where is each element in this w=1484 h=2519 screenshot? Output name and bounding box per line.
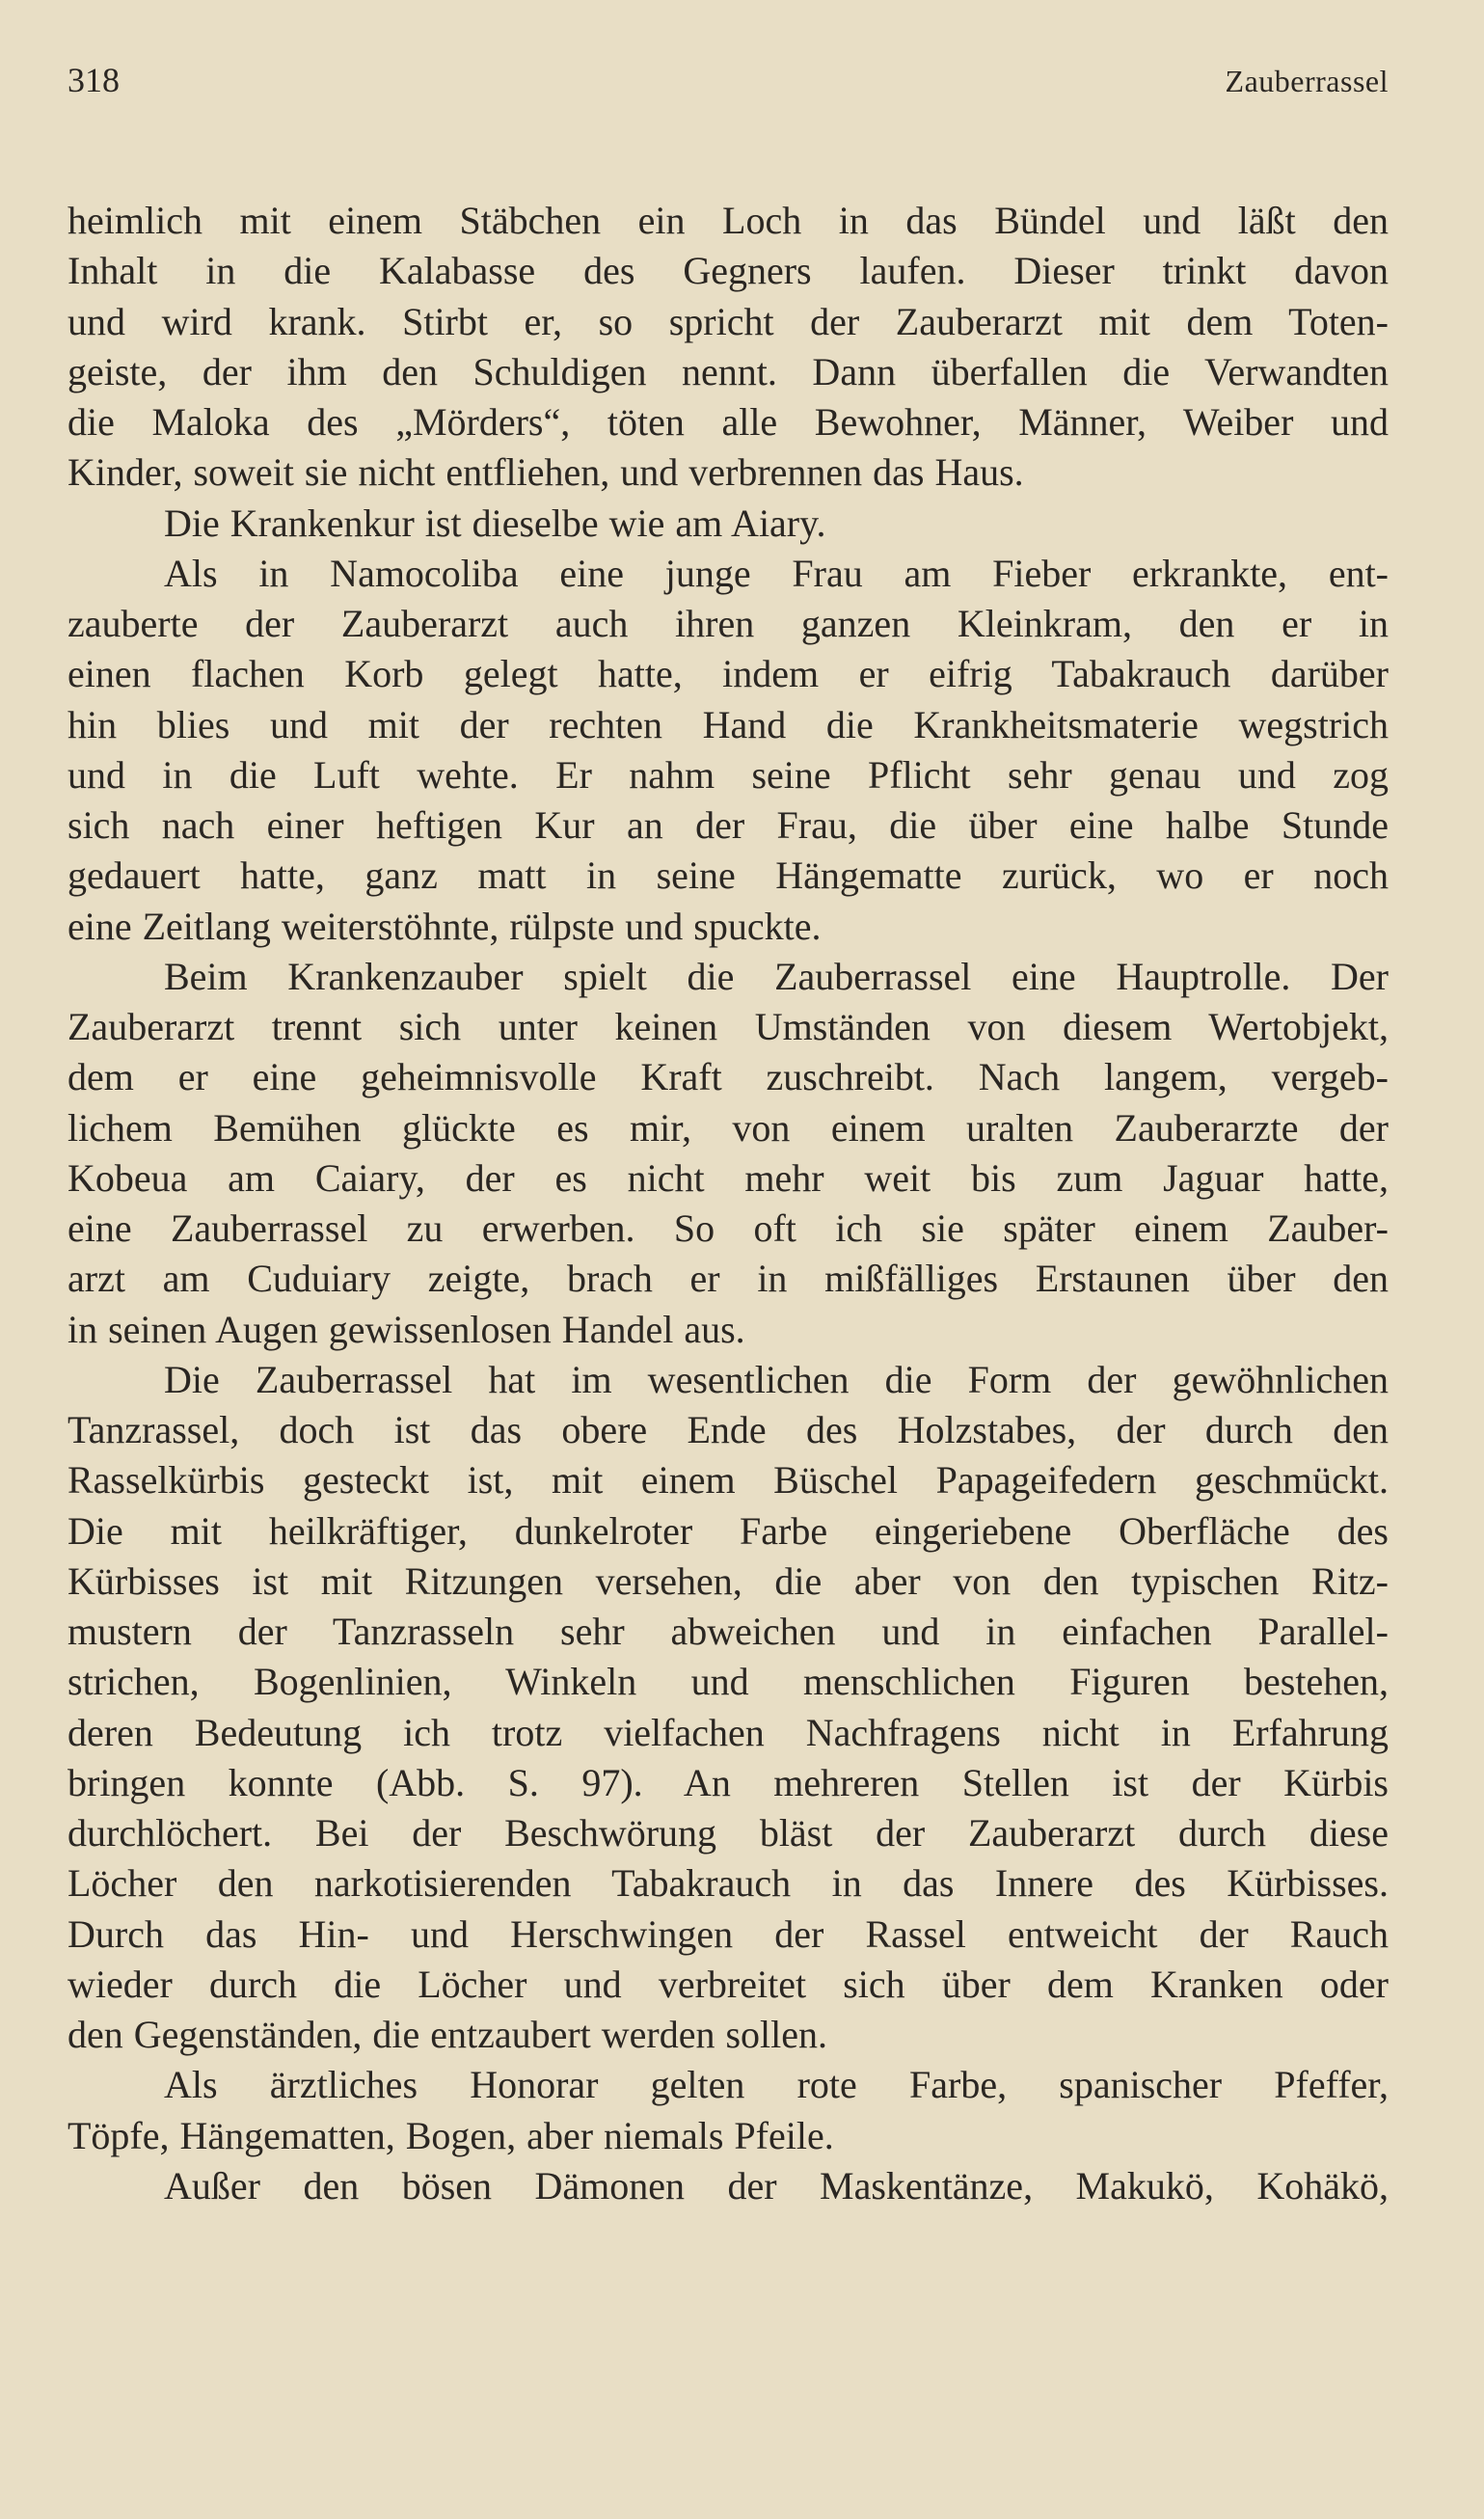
- paragraph: [67, 196, 1389, 499]
- paragraph: [67, 952, 1389, 1355]
- text-line: eine Zauberrassel zu erwerben. So oft ich sie später einem Zauber-: [67, 1206, 1389, 1250]
- text-line: heimlich mit einem Stäbchen ein Loch in das Bündel und läßt den: [67, 199, 1389, 242]
- text-line: hin blies und mit der rechten Hand die Krankheitsmaterie wegstrich: [67, 702, 1389, 746]
- text-line: Inhalt in die Kalabasse des Gegners laufen. Dieser trinkt davon: [67, 249, 1389, 293]
- text-line: Die Krankenkur ist dieselbe wie am Aiary.: [164, 501, 826, 545]
- page-number: 318: [67, 61, 120, 99]
- paragraph: [67, 549, 1389, 952]
- text-line: und wird krank. Stirbt er, so spricht der Zauberarzt mit dem Toten-: [67, 299, 1389, 343]
- text-line: und in die Luft wehte. Er nahm seine Pflicht sehr genau und zog: [67, 752, 1389, 797]
- text-line: strichen, Bogenlinien, Winkeln und menschlichen Figuren bestehen,: [67, 1660, 1389, 1704]
- body-text: [67, 196, 1389, 2211]
- paragraph: [67, 1355, 1389, 2061]
- text-line: dem er eine geheimnisvolle Kraft zuschreibt. Nach langem, vergeb-: [67, 1055, 1389, 1099]
- text-line: gedauert hatte, ganz matt in seine Hängematte zurück, wo er noch: [67, 853, 1389, 898]
- text-line: zauberte der Zauberarzt auch ihren ganzen Kleinkram, den er in: [67, 602, 1389, 645]
- text-line: Löcher den narkotisierenden Tabakrauch in das Innere des Kürbisses.: [67, 1861, 1389, 1906]
- text-line: Rasselkürbis gesteckt ist, mit einem Büschel Papageifedern geschmückt.: [67, 1458, 1389, 1503]
- text-line: Töpfe, Hängematten, Bogen, aber niemals Pfeile.: [67, 2113, 834, 2157]
- text-line: wieder durch die Löcher und verbreitet sich über dem Kranken oder: [67, 1962, 1389, 2006]
- paragraph: [67, 499, 1389, 549]
- text-line: deren Bedeutung ich trotz vielfachen Nachfragens nicht in Erfahrung: [67, 1710, 1389, 1754]
- text-line: bringen konnte (Abb. S. 97). An mehreren Stellen ist der Kürbis: [67, 1760, 1389, 1804]
- text-line: Beim Krankenzauber spielt die Zauberrassel eine Hauptrolle. Der: [164, 954, 1389, 998]
- text-line: lichem Bemühen glückte es mir, von einem uralten Zauberarzte der: [67, 1105, 1389, 1150]
- text-line: Kobeua am Caiary, der es nicht mehr weit bis zum Jaguar hatte,: [67, 1155, 1389, 1200]
- paragraph: [67, 2060, 1389, 2161]
- text-line: Als ärztliches Honorar gelten rote Farbe, spanischer Pfeffer,: [164, 2063, 1389, 2107]
- text-line: durchlöchert. Bei der Beschwörung bläst der Zauberarzt durch diese: [67, 1811, 1389, 1855]
- text-line: Tanzrassel, doch ist das obere Ende des Holzstabes, der durch den: [67, 1408, 1389, 1451]
- text-line: Außer den bösen Dämonen der Maskentänze, Makukö, Kohäkö,: [164, 2163, 1389, 2208]
- text-line: sich nach einer heftigen Kur an der Frau, die über eine halbe Stunde: [67, 803, 1389, 847]
- text-line: Zauberarzt trennt sich unter keinen Umständen von diesem Wertobjekt,: [67, 1005, 1389, 1048]
- text-line: Die Zauberrassel hat im wesentlichen die Form der gewöhnlichen: [164, 1357, 1389, 1401]
- text-line: Durch das Hin- und Herschwingen der Rassel entweicht der Rauch: [67, 1911, 1389, 1956]
- text-line: den Gegenständen, die entzaubert werden sollen.: [67, 2013, 828, 2056]
- text-line: Kinder, soweit sie nicht entfliehen, und verbrennen das Haus.: [67, 450, 1024, 495]
- running-title: Zauberrassel: [1225, 64, 1389, 98]
- text-line: Kürbisses ist mit Ritzungen versehen, die aber von den typischen Ritz-: [67, 1558, 1389, 1603]
- text-line: einen flachen Korb gelegt hatte, indem er eifrig Tabakrauch darüber: [67, 652, 1389, 696]
- text-line: geiste, der ihm den Schuldigen nennt. Dann überfallen die Verwandten: [67, 349, 1389, 393]
- text-line: eine Zeitlang weiterstöhnte, rülpste und spuckte.: [67, 904, 822, 948]
- text-line: Als in Namocoliba eine junge Frau am Fieber erkrankte, ent-: [164, 551, 1389, 595]
- text-line: Die mit heilkräftiger, dunkelroter Farbe eingeriebene Oberfläche des: [67, 1508, 1389, 1553]
- text-line: die Maloka des „Mörders“, töten alle Bewohner, Männer, Weiber und: [67, 400, 1389, 444]
- text-line: in seinen Augen gewissenlosen Handel aus.: [67, 1307, 745, 1351]
- page-header: [67, 60, 1389, 108]
- paragraph: [67, 2161, 1389, 2211]
- text-line: arzt am Cuduiary zeigte, brach er in mißfälliges Erstaunen über den: [67, 1257, 1389, 1301]
- text-line: mustern der Tanzrasseln sehr abweichen und in einfachen Parallel-: [67, 1610, 1389, 1653]
